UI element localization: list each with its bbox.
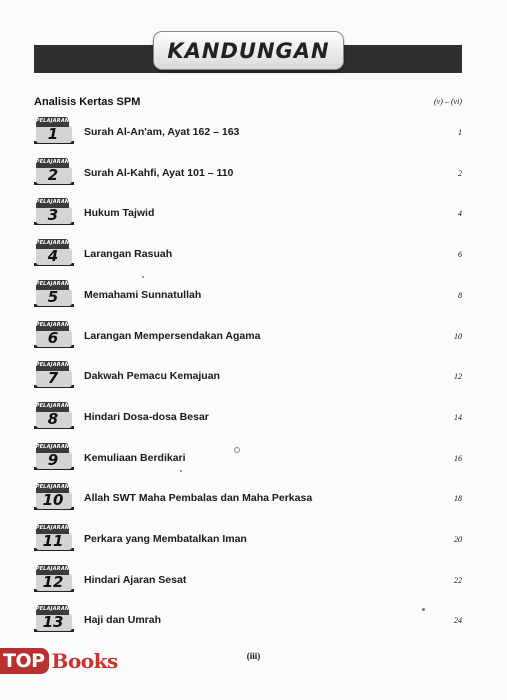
- logo-top-text: TOP: [0, 648, 49, 674]
- chapter-row: [0, 280, 507, 308]
- chapter-page-number: 4: [458, 209, 462, 218]
- chapter-title: Hindari Dosa-dosa Besar: [84, 411, 209, 423]
- badge-label: PELAJARAN: [35, 199, 70, 205]
- chapter-title: Kemuliaan Berdikari: [84, 452, 186, 464]
- lesson-badge: [34, 443, 75, 470]
- intro-page-number: (v) – (vi): [434, 97, 462, 106]
- lesson-badge: [34, 321, 75, 348]
- chapter-page-number: 16: [454, 454, 462, 463]
- lesson-badge: [34, 483, 75, 510]
- badge-label: PELAJARAN: [35, 606, 70, 612]
- chapter-title: Memahami Sunnatullah: [84, 289, 202, 301]
- chapter-page-number: 2: [458, 169, 462, 178]
- chapter-page-number: 18: [454, 494, 462, 503]
- chapter-page-number: 10: [454, 332, 462, 341]
- title-plate: [153, 31, 344, 70]
- lesson-number: 5: [47, 288, 59, 306]
- chapter-page-number: 1: [458, 128, 462, 137]
- lesson-number: 9: [47, 451, 59, 469]
- chapter-row: [0, 565, 507, 593]
- chapter-title: Perkara yang Membatalkan Iman: [84, 533, 247, 545]
- badge-label: PELAJARAN: [35, 322, 70, 328]
- chapter-page-number: 24: [454, 616, 462, 625]
- badge-label: PELAJARAN: [35, 525, 70, 531]
- lesson-badge: [34, 402, 75, 429]
- chapter-row: [0, 605, 507, 633]
- chapter-page-number: 20: [454, 535, 462, 544]
- chapter-title: Hukum Tajwid: [84, 207, 155, 219]
- badge-label: PELAJARAN: [35, 240, 70, 246]
- chapter-row: [0, 361, 507, 389]
- chapter-row: [0, 443, 507, 471]
- chapter-page-number: 22: [454, 576, 462, 585]
- chapter-row: [0, 117, 507, 145]
- chapter-row: [0, 198, 507, 226]
- lesson-number: 4: [47, 247, 59, 265]
- lesson-badge: [34, 565, 75, 592]
- page-title: KANDUNGAN: [167, 38, 330, 63]
- intro-label: Analisis Kertas SPM: [34, 96, 141, 108]
- lesson-number: 8: [47, 410, 59, 428]
- lesson-number: 6: [47, 329, 59, 347]
- chapter-title: Larangan Mempersendakan Agama: [84, 330, 261, 342]
- chapter-row: [0, 483, 507, 511]
- lesson-badge: [34, 239, 75, 266]
- lesson-badge: [34, 605, 75, 632]
- lesson-number: 2: [47, 166, 59, 184]
- lesson-number: 13: [42, 613, 64, 631]
- scan-speck: [422, 608, 425, 611]
- badge-label: PELAJARAN: [35, 118, 70, 124]
- chapter-row: [0, 158, 507, 186]
- lesson-badge: [34, 280, 75, 307]
- topbooks-logo: [0, 646, 118, 676]
- badge-label: PELAJARAN: [35, 566, 70, 572]
- chapter-row: [0, 402, 507, 430]
- chapter-title: Dakwah Pemacu Kemajuan: [84, 370, 220, 382]
- badge-label: PELAJARAN: [35, 403, 70, 409]
- chapter-page-number: 6: [458, 250, 462, 259]
- scan-speck: [234, 447, 240, 453]
- lesson-badge: [34, 361, 75, 388]
- footer-page-number: (iii): [246, 651, 261, 661]
- badge-label: PELAJARAN: [35, 484, 70, 490]
- chapter-title: Surah Al-Kahfi, Ayat 101 – 110: [84, 167, 234, 179]
- chapter-page-number: 8: [458, 291, 462, 300]
- scan-speck: [180, 470, 182, 472]
- lesson-number: 10: [42, 491, 64, 509]
- chapter-title: Haji dan Umrah: [84, 614, 162, 626]
- badge-label: PELAJARAN: [35, 159, 70, 165]
- lesson-badge: [34, 158, 75, 185]
- lesson-badge: [34, 524, 75, 551]
- lesson-number: 11: [42, 532, 64, 550]
- chapter-row: [0, 321, 507, 349]
- chapter-row: [0, 524, 507, 552]
- badge-label: PELAJARAN: [35, 362, 70, 368]
- chapter-row: [0, 239, 507, 267]
- lesson-number: 12: [42, 573, 64, 591]
- badge-label: PELAJARAN: [35, 444, 70, 450]
- logo-books-text: Books: [51, 649, 118, 673]
- chapter-page-number: 14: [454, 413, 462, 422]
- scan-speck: [142, 276, 144, 278]
- lesson-number: 3: [47, 206, 59, 224]
- chapter-page-number: 12: [454, 372, 462, 381]
- chapter-title: Larangan Rasuah: [84, 248, 173, 260]
- lesson-badge: [34, 198, 75, 225]
- chapter-title: Surah Al-An'am, Ayat 162 – 163: [84, 126, 240, 138]
- chapter-title: Allah SWT Maha Pembalas dan Maha Perkasa: [84, 492, 313, 504]
- badge-label: PELAJARAN: [35, 281, 70, 287]
- lesson-badge: [34, 117, 75, 144]
- lesson-number: 7: [47, 369, 59, 387]
- chapter-title: Hindari Ajaran Sesat: [84, 574, 187, 586]
- lesson-number: 1: [47, 125, 59, 143]
